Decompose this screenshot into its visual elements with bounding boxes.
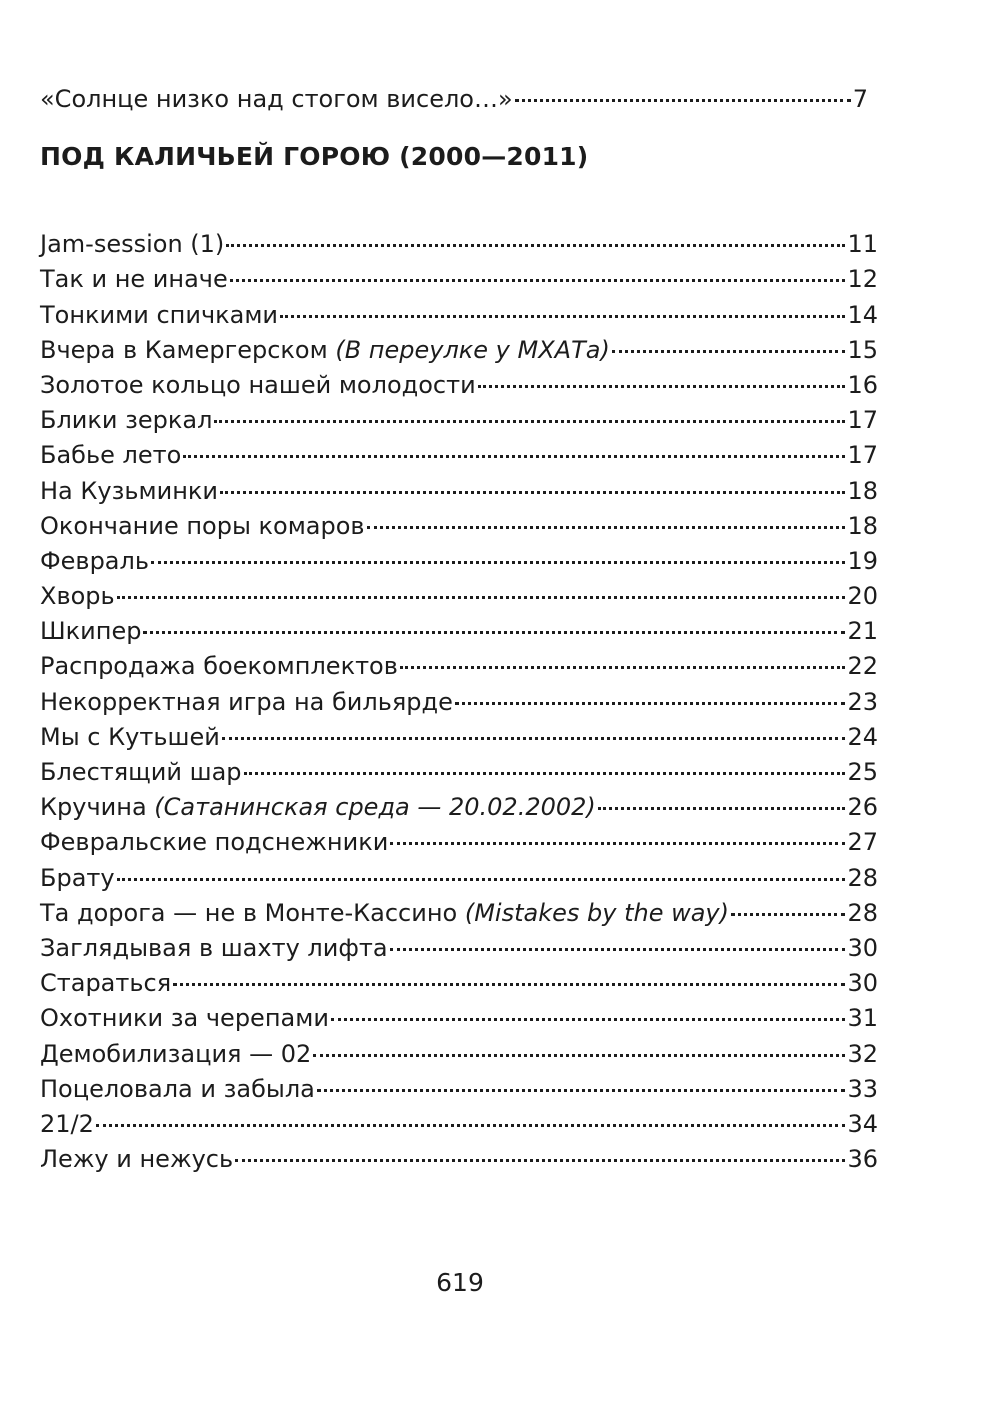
toc-entry-title — [40, 755, 242, 790]
toc-entry — [40, 403, 878, 438]
toc-entry-subtitle: (В переулке у МХАТа) — [335, 335, 610, 364]
dot-leader — [598, 807, 846, 810]
toc-entry-title — [40, 966, 171, 1001]
toc-entry-title — [40, 474, 218, 509]
toc-entry-page: 19 — [847, 546, 878, 575]
toc-entry-page: 17 — [847, 441, 878, 470]
toc-entry-title — [40, 1142, 233, 1177]
toc-entry-page: 11 — [847, 230, 878, 259]
toc-entry-title — [40, 579, 115, 614]
toc-entry-page: 34 — [847, 1109, 878, 1138]
dot-leader — [183, 455, 845, 458]
dot-leader — [478, 385, 846, 388]
toc-entry-page: 18 — [847, 476, 878, 505]
toc-entry-title-text: Окончание поры комаров — [40, 511, 365, 540]
dot-leader — [244, 772, 846, 775]
toc-entry — [40, 227, 878, 262]
toc-entry — [40, 614, 878, 649]
dot-leader — [220, 491, 845, 494]
toc-entry-page: 25 — [847, 758, 878, 786]
toc-entry-title-text: Распродажа боекомплектов — [40, 652, 398, 681]
toc-entry-title-text: Бабье лето — [40, 441, 182, 470]
dot-leader — [367, 526, 846, 529]
toc-entry — [40, 1001, 878, 1036]
toc-entry-title-text: Заглядывая в шахту лифта — [40, 933, 388, 962]
toc-entry-title-text: Брату — [40, 863, 115, 892]
toc-entry-title-text: Некорректная игра на бильярде — [40, 687, 453, 716]
toc-entry-page: 12 — [847, 265, 878, 294]
dot-leader — [173, 983, 845, 986]
toc-entry — [40, 649, 878, 684]
toc-entry-title-text: Февраль — [40, 546, 149, 575]
toc-entry-page: 7 — [852, 85, 868, 113]
toc-entry-title-text: На Кузьминки — [40, 476, 219, 505]
dot-leader — [331, 1018, 846, 1021]
toc-entry — [40, 474, 878, 509]
toc-entry-title-text: Вчера в Камергерском — [40, 335, 336, 364]
toc-entry — [40, 438, 878, 473]
toc-entry — [40, 333, 878, 368]
toc-entry — [40, 720, 878, 755]
toc-entry-title — [40, 1001, 329, 1036]
toc-entry-title-text: Jam-session (1) — [40, 230, 225, 259]
toc-entry — [40, 755, 878, 790]
toc-entry-title — [40, 262, 228, 297]
toc-entry-page: 32 — [847, 1039, 878, 1068]
toc-entry-page: 28 — [847, 863, 878, 892]
dot-leader — [117, 878, 846, 881]
toc-entry — [40, 931, 878, 966]
toc-entries — [40, 227, 878, 1177]
toc-entry — [40, 1107, 878, 1142]
dot-leader — [390, 948, 846, 951]
toc-entry-title-text: Стараться — [40, 969, 172, 998]
dot-leader — [143, 631, 845, 634]
dot-leader — [96, 1124, 846, 1127]
toc-entry-title-text: Мы с Кутьшей — [40, 722, 220, 751]
dot-leader — [317, 1089, 846, 1092]
toc-entry-title — [40, 896, 729, 931]
toc-entry-page: 30 — [847, 969, 878, 998]
dot-leader — [455, 702, 846, 705]
toc-entry-page: 15 — [847, 335, 878, 364]
toc-entry — [40, 1037, 878, 1072]
toc-entry — [40, 368, 878, 403]
toc-entry — [40, 896, 878, 931]
toc-entry-page: 36 — [847, 1145, 878, 1174]
toc-entry-title-text: 21/2 — [40, 1109, 94, 1138]
toc-entry-page: 14 — [847, 300, 878, 329]
toc-entry — [40, 82, 868, 117]
toc-entry — [40, 685, 878, 720]
dot-leader — [226, 244, 845, 247]
dot-leader — [515, 99, 851, 102]
dot-leader — [214, 420, 845, 423]
toc-entry-title — [40, 298, 278, 333]
page-number: 619 — [436, 1268, 484, 1297]
toc-entry-title — [40, 368, 476, 403]
toc-entry-title-text: Февральские подснежники — [40, 828, 389, 857]
toc-entry-title-text: Охотники за черепами — [40, 1004, 329, 1033]
toc-entry-title — [40, 333, 610, 368]
dot-leader — [400, 666, 846, 669]
toc-entry-title-text: Так и не иначе — [40, 265, 228, 294]
toc-entry-title — [40, 649, 398, 684]
toc-entry — [40, 966, 878, 1001]
dot-leader — [731, 913, 845, 916]
toc-entry-page: 22 — [847, 652, 878, 681]
toc-entry-title — [40, 861, 115, 896]
toc-entry-title — [40, 544, 149, 579]
section-heading: ПОД КАЛИЧЬЕЙ ГОРОЮ (2000—2011) — [40, 142, 589, 172]
toc-entry — [40, 262, 878, 297]
toc-entry-title — [40, 614, 141, 649]
toc-entry — [40, 1072, 878, 1107]
toc-entry-title — [40, 825, 388, 860]
toc-entry-title — [40, 1072, 315, 1107]
toc-entry-page: 26 — [847, 793, 878, 822]
dot-leader — [235, 1159, 845, 1162]
toc-entry — [40, 861, 878, 896]
toc-entry-page: 27 — [847, 828, 878, 857]
dot-leader — [280, 315, 845, 318]
toc-entry-title-text: Блестящий шар — [40, 758, 242, 786]
toc-entry — [40, 825, 878, 860]
toc-entry-title — [40, 227, 224, 262]
toc-entry-title — [40, 790, 596, 825]
toc-entry-title-text: Демобилизация — 02 — [40, 1039, 312, 1068]
dot-leader — [313, 1054, 845, 1057]
toc-entry-page: 28 — [847, 898, 878, 927]
toc-entry-subtitle: (Сатанинская среда — 20.02.2002) — [154, 793, 596, 822]
toc-entry-title — [40, 509, 365, 544]
toc-entry — [40, 509, 878, 544]
toc-entry-title-text: Поцеловала и забыла — [40, 1074, 315, 1103]
toc-entry-page: 24 — [847, 722, 878, 751]
dot-leader — [612, 350, 846, 353]
toc-entry-title-text: Та дорога — не в Монте-Кассино — [40, 898, 465, 927]
toc-entry-title-text: Хворь — [40, 582, 115, 611]
toc-entry-title-text: Кручина — [40, 793, 155, 822]
dot-leader — [117, 596, 846, 599]
dot-leader — [151, 561, 845, 564]
table-of-contents — [40, 82, 878, 1177]
toc-entry-title — [40, 685, 453, 720]
toc-entry — [40, 579, 878, 614]
dot-leader — [222, 737, 846, 740]
toc-entry-subtitle: (Mistakes by the way) — [464, 898, 729, 927]
toc-entry-title — [40, 1037, 311, 1072]
toc-entry-page: 21 — [847, 617, 878, 646]
toc-entry — [40, 1142, 878, 1177]
toc-entry-title — [40, 438, 181, 473]
dot-leader — [230, 279, 846, 282]
toc-entry-page: 18 — [847, 511, 878, 540]
toc-entry-title-text: Тонкими спичками — [40, 300, 279, 329]
dot-leader — [390, 842, 845, 845]
toc-entry-title — [40, 1107, 94, 1142]
toc-entry-title-text: Золотое кольцо нашей молодости — [40, 370, 476, 399]
toc-entry-page: 30 — [847, 933, 878, 962]
toc-entry-title-text: Лежу и нежусь — [40, 1145, 234, 1174]
toc-entry — [40, 790, 878, 825]
toc-entry-page: 17 — [847, 406, 878, 435]
toc-entry — [40, 298, 878, 333]
toc-entry-title — [40, 931, 388, 966]
toc-entry-title — [40, 720, 220, 755]
toc-entry — [40, 544, 878, 579]
toc-entry-title-text: Блики зеркал — [40, 406, 213, 435]
toc-entry-page: 33 — [847, 1074, 878, 1103]
toc-entry-title-text: Шкипер — [40, 617, 142, 646]
toc-entry-page: 16 — [847, 370, 878, 399]
toc-entry-page: 20 — [847, 582, 878, 611]
toc-entry-page: 31 — [847, 1004, 878, 1033]
toc-entry-title — [40, 403, 212, 438]
toc-entry-title: «Солнце низко над стогом висело…» — [40, 85, 513, 113]
toc-entry-page: 23 — [847, 687, 878, 716]
